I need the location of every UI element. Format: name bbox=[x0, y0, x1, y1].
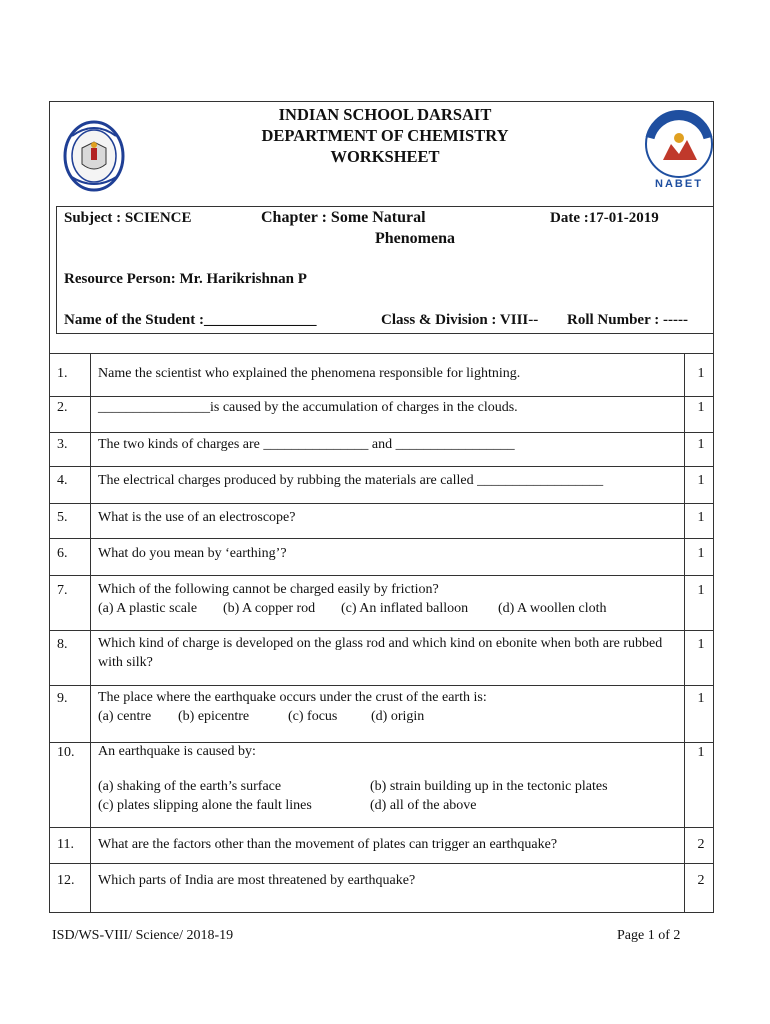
student-name-field[interactable]: Name of the Student :_______________ bbox=[64, 312, 317, 328]
question-text bbox=[98, 688, 673, 726]
row-divider bbox=[49, 466, 714, 467]
question-number: 10. bbox=[57, 745, 75, 760]
marks-column-divider bbox=[684, 353, 685, 913]
question-text: What do you mean by ‘earthing’? bbox=[98, 546, 287, 561]
option-item: (c) An inflated balloon bbox=[341, 601, 469, 616]
chapter-label-cont: Phenomena bbox=[375, 230, 455, 247]
option-list bbox=[98, 599, 673, 618]
resource-person: Resource Person: Mr. Harikrishnan P bbox=[64, 271, 307, 287]
question-marks: 1 bbox=[697, 400, 705, 415]
question-marks: 1 bbox=[697, 437, 705, 452]
row-divider bbox=[49, 575, 714, 576]
row-divider bbox=[49, 630, 714, 631]
question-marks: 2 bbox=[697, 837, 705, 852]
option-item: (d) origin bbox=[371, 709, 425, 724]
document-code: ISD/WS-VIII/ Science/ 2018-19 bbox=[52, 928, 234, 943]
page-number: Page 1 of 2 bbox=[617, 928, 681, 943]
option-item: (a) A plastic scale bbox=[98, 601, 198, 616]
question-number: 12. bbox=[57, 873, 75, 888]
row-divider bbox=[49, 538, 714, 539]
option-item: (a) centre bbox=[98, 709, 152, 724]
option-item: (b) epicentre bbox=[178, 709, 250, 724]
question-marks: 1 bbox=[697, 546, 705, 561]
nabet-caption: NABET bbox=[655, 178, 703, 190]
question-marks: 1 bbox=[697, 366, 705, 381]
option-item: (c) plates slipping alone the fault lines bbox=[98, 798, 312, 813]
question-number: 1. bbox=[57, 366, 68, 381]
question-text: Which kind of charge is developed on the glass rod and which kind on ebonite when both are rubbed with silk? bbox=[98, 636, 663, 670]
question-marks: 1 bbox=[697, 583, 705, 598]
question-text: What are the factors other than the movement of plates can trigger an earthquake? bbox=[98, 837, 558, 852]
header-box-top bbox=[56, 206, 714, 207]
row-divider bbox=[49, 432, 714, 433]
roll-number-field[interactable]: Roll Number : ----- bbox=[567, 312, 688, 328]
question-number: 8. bbox=[57, 637, 68, 652]
question-text: What is the use of an electroscope? bbox=[98, 510, 296, 525]
row-divider bbox=[49, 396, 714, 397]
number-column-divider bbox=[90, 353, 91, 913]
option-item: (a) shaking of the earth’s surface bbox=[98, 779, 282, 794]
question-text: ________________is caused by the accumulation of charges in the clouds. bbox=[98, 400, 518, 415]
option-list bbox=[98, 707, 673, 726]
row-divider bbox=[49, 863, 714, 864]
subject-label: Subject : SCIENCE bbox=[64, 210, 192, 226]
school-name: INDIAN SCHOOL DARSAIT bbox=[278, 105, 492, 124]
document-type: WORKSHEET bbox=[330, 147, 440, 166]
question-number: 7. bbox=[57, 583, 68, 598]
question-number: 4. bbox=[57, 473, 68, 488]
chapter-label: Chapter : Some Natural bbox=[261, 209, 426, 226]
school-crest-logo-icon bbox=[62, 118, 126, 194]
option-list bbox=[98, 777, 673, 815]
question-marks: 1 bbox=[697, 510, 705, 525]
question-stem: An earthquake is caused by: bbox=[98, 744, 256, 759]
option-item: (b) strain building up in the tectonic plates bbox=[370, 779, 608, 794]
question-number: 6. bbox=[57, 546, 68, 561]
option-item: (c) focus bbox=[288, 709, 338, 724]
option-item: (d) all of the above bbox=[370, 798, 477, 813]
question-stem: Which of the following cannot be charged easily by friction? bbox=[98, 582, 439, 597]
table-top-border bbox=[49, 353, 714, 354]
question-text: Which parts of India are most threatened by earthquake? bbox=[98, 873, 416, 888]
question-text: Name the scientist who explained the phenomena responsible for lightning. bbox=[98, 366, 521, 381]
question-text: The electrical charges produced by rubbing the materials are called __________________ bbox=[98, 473, 604, 488]
question-marks: 1 bbox=[697, 637, 705, 652]
question-number: 2. bbox=[57, 400, 68, 415]
option-item: (d) A woollen cloth bbox=[498, 601, 607, 616]
header-box-left bbox=[56, 206, 57, 334]
question-number: 5. bbox=[57, 510, 68, 525]
question-text: The two kinds of charges are _______________ and _________________ bbox=[98, 437, 515, 452]
question-marks: 1 bbox=[697, 691, 705, 706]
class-division-field[interactable]: Class & Division : VIII-- bbox=[381, 312, 539, 328]
question-stem: The place where the earthquake occurs under the crust of the earth is: bbox=[98, 690, 487, 705]
question-marks: 1 bbox=[697, 745, 705, 760]
question-number: 3. bbox=[57, 437, 68, 452]
department-name: DEPARTMENT OF CHEMISTRY bbox=[261, 126, 509, 145]
option-item: (b) A copper rod bbox=[223, 601, 316, 616]
question-text bbox=[98, 580, 673, 618]
row-divider bbox=[49, 685, 714, 686]
row-divider bbox=[49, 827, 714, 828]
row-divider bbox=[49, 503, 714, 504]
question-number: 11. bbox=[57, 837, 74, 852]
question-number: 9. bbox=[57, 691, 68, 706]
header-box-bottom bbox=[56, 333, 714, 334]
question-marks: 2 bbox=[697, 873, 705, 888]
date-label: Date :17-01-2019 bbox=[550, 210, 659, 226]
question-text bbox=[98, 742, 673, 815]
question-marks: 1 bbox=[697, 473, 705, 488]
